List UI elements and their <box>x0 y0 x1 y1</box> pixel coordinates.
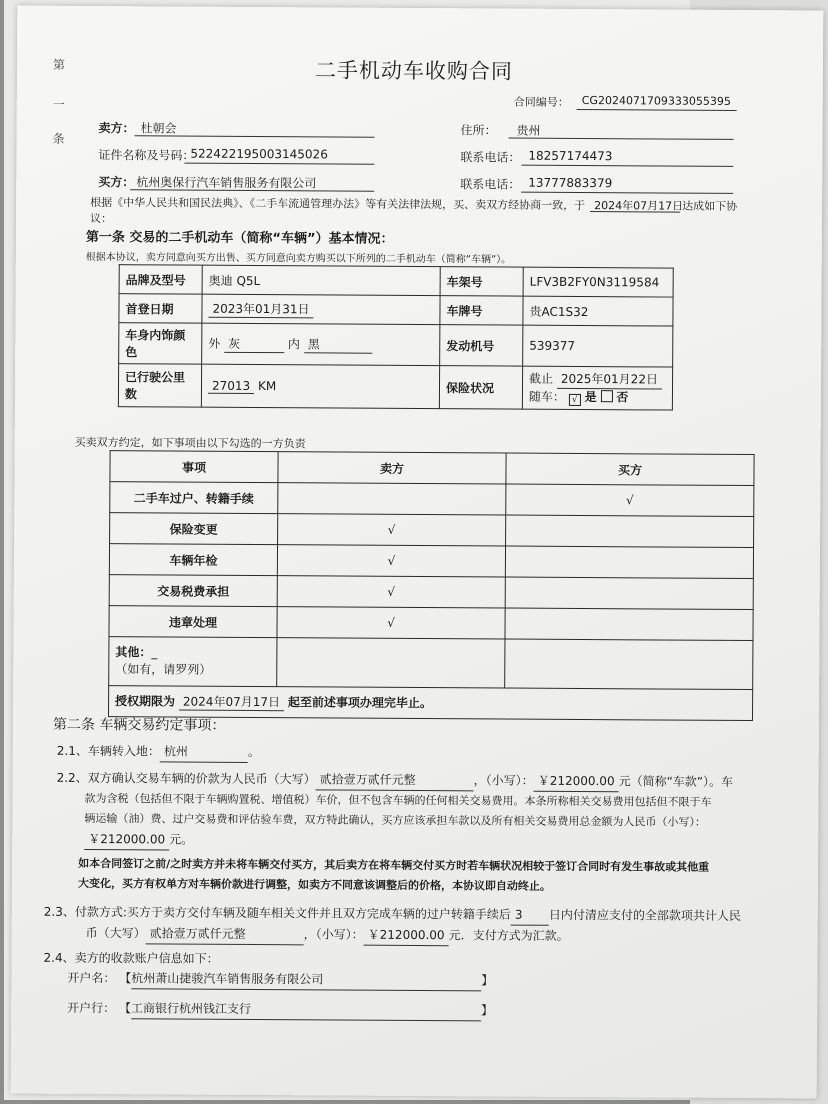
duty-seller-check <box>278 483 506 515</box>
s22-text-c: 元（简称“车款”）。车 <box>618 774 734 789</box>
seller-phone-label: 联系电话： <box>460 150 521 165</box>
duty-header-item: 事项 <box>110 451 278 483</box>
article1-title: 第一条 交易的二手机动车（简称“车辆”）基本情况： <box>85 229 394 247</box>
bank-bracket-open: 【 <box>119 1001 132 1016</box>
reg-date: 2023年01月31日 <box>208 300 313 319</box>
duty-item: 二手车过户、转籍手续 <box>110 482 278 514</box>
contract-no: CG2024071709333055395 <box>581 93 731 108</box>
document-title: 二手机动车收购合同 <box>314 58 514 84</box>
no-label: 否 <box>616 389 629 404</box>
duty-buyer-check <box>505 577 753 610</box>
s22-total-unit: 元。 <box>169 832 194 847</box>
buyer-name: 杭州奥保行汽车销售服务有限公司 <box>136 175 317 191</box>
seller-phone: 18257174473 <box>528 148 613 164</box>
int-label: 内 <box>287 337 300 352</box>
section-2-3 <box>44 902 789 949</box>
duty-buyer-check <box>506 515 754 548</box>
other-label: 其他： <box>115 645 152 660</box>
engine-label: 发动机号 <box>440 325 523 367</box>
article2-title: 第二条 车辆交易约定事项： <box>52 716 226 734</box>
s24-label: 2.4、卖方的收款账户信息如下： <box>43 950 219 966</box>
s22-text-b: ，（小写）： <box>473 773 534 788</box>
mileage: 27013 <box>208 378 254 393</box>
s22-line2: 款为含税（包括但不限于车辆购置税、增值税）车价，但不包含车辆的任何相关交易费用。本条所称相关交易费用包括但不限于车 <box>84 791 712 809</box>
mileage-unit: KM <box>257 378 277 393</box>
vehicle-table <box>118 264 674 410</box>
id-label: 证件名称及号码： <box>98 148 195 163</box>
duty-intro: 买卖双方约定，如下事项由以下勾选的一方负责 <box>74 435 306 451</box>
insurance-until: 2025年01月22日 <box>557 370 662 389</box>
deadline-label: 授权期限为 <box>115 694 176 709</box>
seller-underline <box>135 135 375 137</box>
s23-text-a: 2.3、付款方式:买方于卖方交付车辆及随车相关文件并且双方完成车辆的过户转籍手续后 <box>43 904 511 922</box>
section-2-2 <box>56 768 786 854</box>
duty-item: 车辆年检 <box>109 544 277 576</box>
account-name: 杭州萧山捷骏汽车销售服务有限公司 <box>131 968 481 991</box>
address-label: 住所： <box>460 123 497 138</box>
int-color: 黑 <box>304 335 372 353</box>
basis-text-1: 根据《中华人民共和国民法典》、《二手车流通管理办法》等有关法律法规，买、卖双方经协商一致，于 <box>90 195 586 213</box>
duty-buyer-check <box>505 546 753 579</box>
seller-name: 杜朝会 <box>140 121 177 136</box>
s23-text-e: 元．支付方式为汇款。 <box>448 928 569 943</box>
bank-name: 工商银行杭州钱江支行 <box>131 998 481 1021</box>
account-name-label: 开户名： <box>67 970 116 986</box>
reg-date-label: 首登日期 <box>119 294 202 324</box>
seller-phone-underline <box>521 165 733 167</box>
buyer-underline <box>130 189 374 191</box>
insurance-label: 保险状况 <box>439 366 522 410</box>
other-note: （如有，请罗列） <box>115 662 212 677</box>
other-cell <box>109 637 277 687</box>
s23-days: 3 <box>511 905 549 926</box>
other-value: _ <box>151 645 158 660</box>
duty-buyer-check: √ <box>506 484 754 517</box>
duty-table <box>108 450 755 721</box>
duty-seller-check: √ <box>278 514 506 546</box>
s22-total: ￥212000.00 <box>84 829 169 851</box>
insurance-cell <box>522 366 672 410</box>
duty-item: 违章处理 <box>109 606 277 638</box>
s22-line3: 辆运输（油）费、过户交易费和评估验车费，双方特此确认，买方应该承担车款以及所有相关交易费用总金额为人民币（小写）： <box>84 811 706 829</box>
basis-text-2: 达成如下协 <box>682 199 738 213</box>
buyer-phone-label: 联系电话： <box>460 177 521 192</box>
ext-color: 灰 <box>224 335 284 353</box>
account-name-row <box>67 968 493 992</box>
duty-seller-check: √ <box>277 545 505 577</box>
account-bracket-open: 【 <box>119 971 132 986</box>
duty-seller-check: √ <box>277 576 505 608</box>
basis-text-3: 议： <box>89 211 113 226</box>
s21-value: 杭州 <box>160 741 248 763</box>
yes-checkbox: √ <box>569 393 581 405</box>
buyer-phone-underline <box>521 192 733 194</box>
with-car-label: 随车： <box>528 389 566 404</box>
basis-date: 2024年07月17日 <box>594 199 684 213</box>
plate-label: 车牌号 <box>440 296 523 326</box>
duty-header-buyer: 买方 <box>506 453 754 486</box>
vin: LFV3B2FY0N3119584 <box>523 267 673 297</box>
bold-clause-line1: 如本合同签订之前/之时卖方并未将车辆交付买方，其后卖方在将车辆交付买方时若车辆状况相较于签订合同时有发生事故或其他重 <box>78 856 710 874</box>
s23-text-d: ，（小写）： <box>303 927 364 942</box>
brand-label: 品牌及型号 <box>119 265 202 295</box>
s22-amount: ￥212000.00 <box>534 771 619 793</box>
address-underline <box>509 138 734 140</box>
brand: 奥迪 Q5L <box>202 265 440 295</box>
contract-page <box>11 6 824 1099</box>
section-2-1: 2.1、车辆转入地： 杭州 。 <box>57 741 260 763</box>
id-underline <box>184 163 374 165</box>
mileage-cell <box>201 364 439 408</box>
bank-bracket-close: 】 <box>481 1003 494 1018</box>
duty-buyer-check <box>505 608 753 641</box>
address: 贵州 <box>516 123 541 138</box>
color-label: 车身内饰颜色 <box>119 323 202 365</box>
other-seller <box>277 638 505 688</box>
engine: 539377 <box>523 325 673 367</box>
buyer-label: 买方： <box>98 175 135 190</box>
deadline-date: 2024年07月17日 <box>179 693 284 712</box>
other-buyer <box>505 639 753 690</box>
plate: 贵AC1S32 <box>523 296 673 326</box>
id-number: 522422195003145026 <box>190 146 328 162</box>
contract-no-label: 合同编号： <box>513 95 569 109</box>
s23-text-b: 日内付清应支付的全部款项共计人民 <box>548 907 741 923</box>
s23-amount: ￥212000.00 <box>364 925 449 947</box>
s23-amount-words: 贰拾壹万贰仟元整 <box>146 923 304 945</box>
s23-text-c: 币（大写） <box>85 925 146 941</box>
yes-label: 是 <box>584 389 597 404</box>
margin-mark-2: 一 <box>52 97 65 112</box>
mileage-label: 已行驶公里数 <box>118 364 201 408</box>
contract-no-underline <box>577 109 737 111</box>
s22-text-a: 2.2、双方确认交易车辆的价款为人民币（大写） <box>56 770 316 787</box>
s22-amount-words: 贰拾壹万贰仟元整 <box>316 769 474 791</box>
duty-header-seller: 卖方 <box>278 452 506 484</box>
color-cell <box>202 323 440 365</box>
margin-mark-3: 条 <box>52 131 65 146</box>
vin-label: 车架号 <box>440 267 523 297</box>
bold-clause <box>78 854 709 898</box>
duty-item: 交易税费承担 <box>109 575 277 607</box>
bold-clause-line2: 大变化，买方有权单方对车辆价款进行调整，如卖方不同意该调整后的价格，本协议即自动终止。 <box>77 876 551 893</box>
account-bracket-close: 】 <box>481 973 494 988</box>
deadline-suffix: 起至前述事项办理完毕止。 <box>287 695 432 711</box>
buyer-phone: 13777883379 <box>528 175 613 191</box>
duty-item: 保险变更 <box>110 513 278 545</box>
article1-intro: 根据本协议，卖方同意向买方出售、买方同意向卖方购买以下所列的二手机动车（简称“车辆”）。 <box>85 251 512 266</box>
duty-seller-check: √ <box>277 607 505 639</box>
no-checkbox <box>600 390 612 402</box>
ext-label: 外 <box>208 336 221 351</box>
bank-label: 开户行： <box>67 1000 116 1016</box>
reg-date-cell <box>202 294 440 324</box>
seller-label: 卖方： <box>98 121 135 136</box>
s21-label: 2.1、车辆转入地： <box>56 743 160 759</box>
bank-row <box>67 998 493 1022</box>
insurance-until-label: 截止 <box>529 371 554 386</box>
margin-mark-1: 第 <box>52 57 66 72</box>
